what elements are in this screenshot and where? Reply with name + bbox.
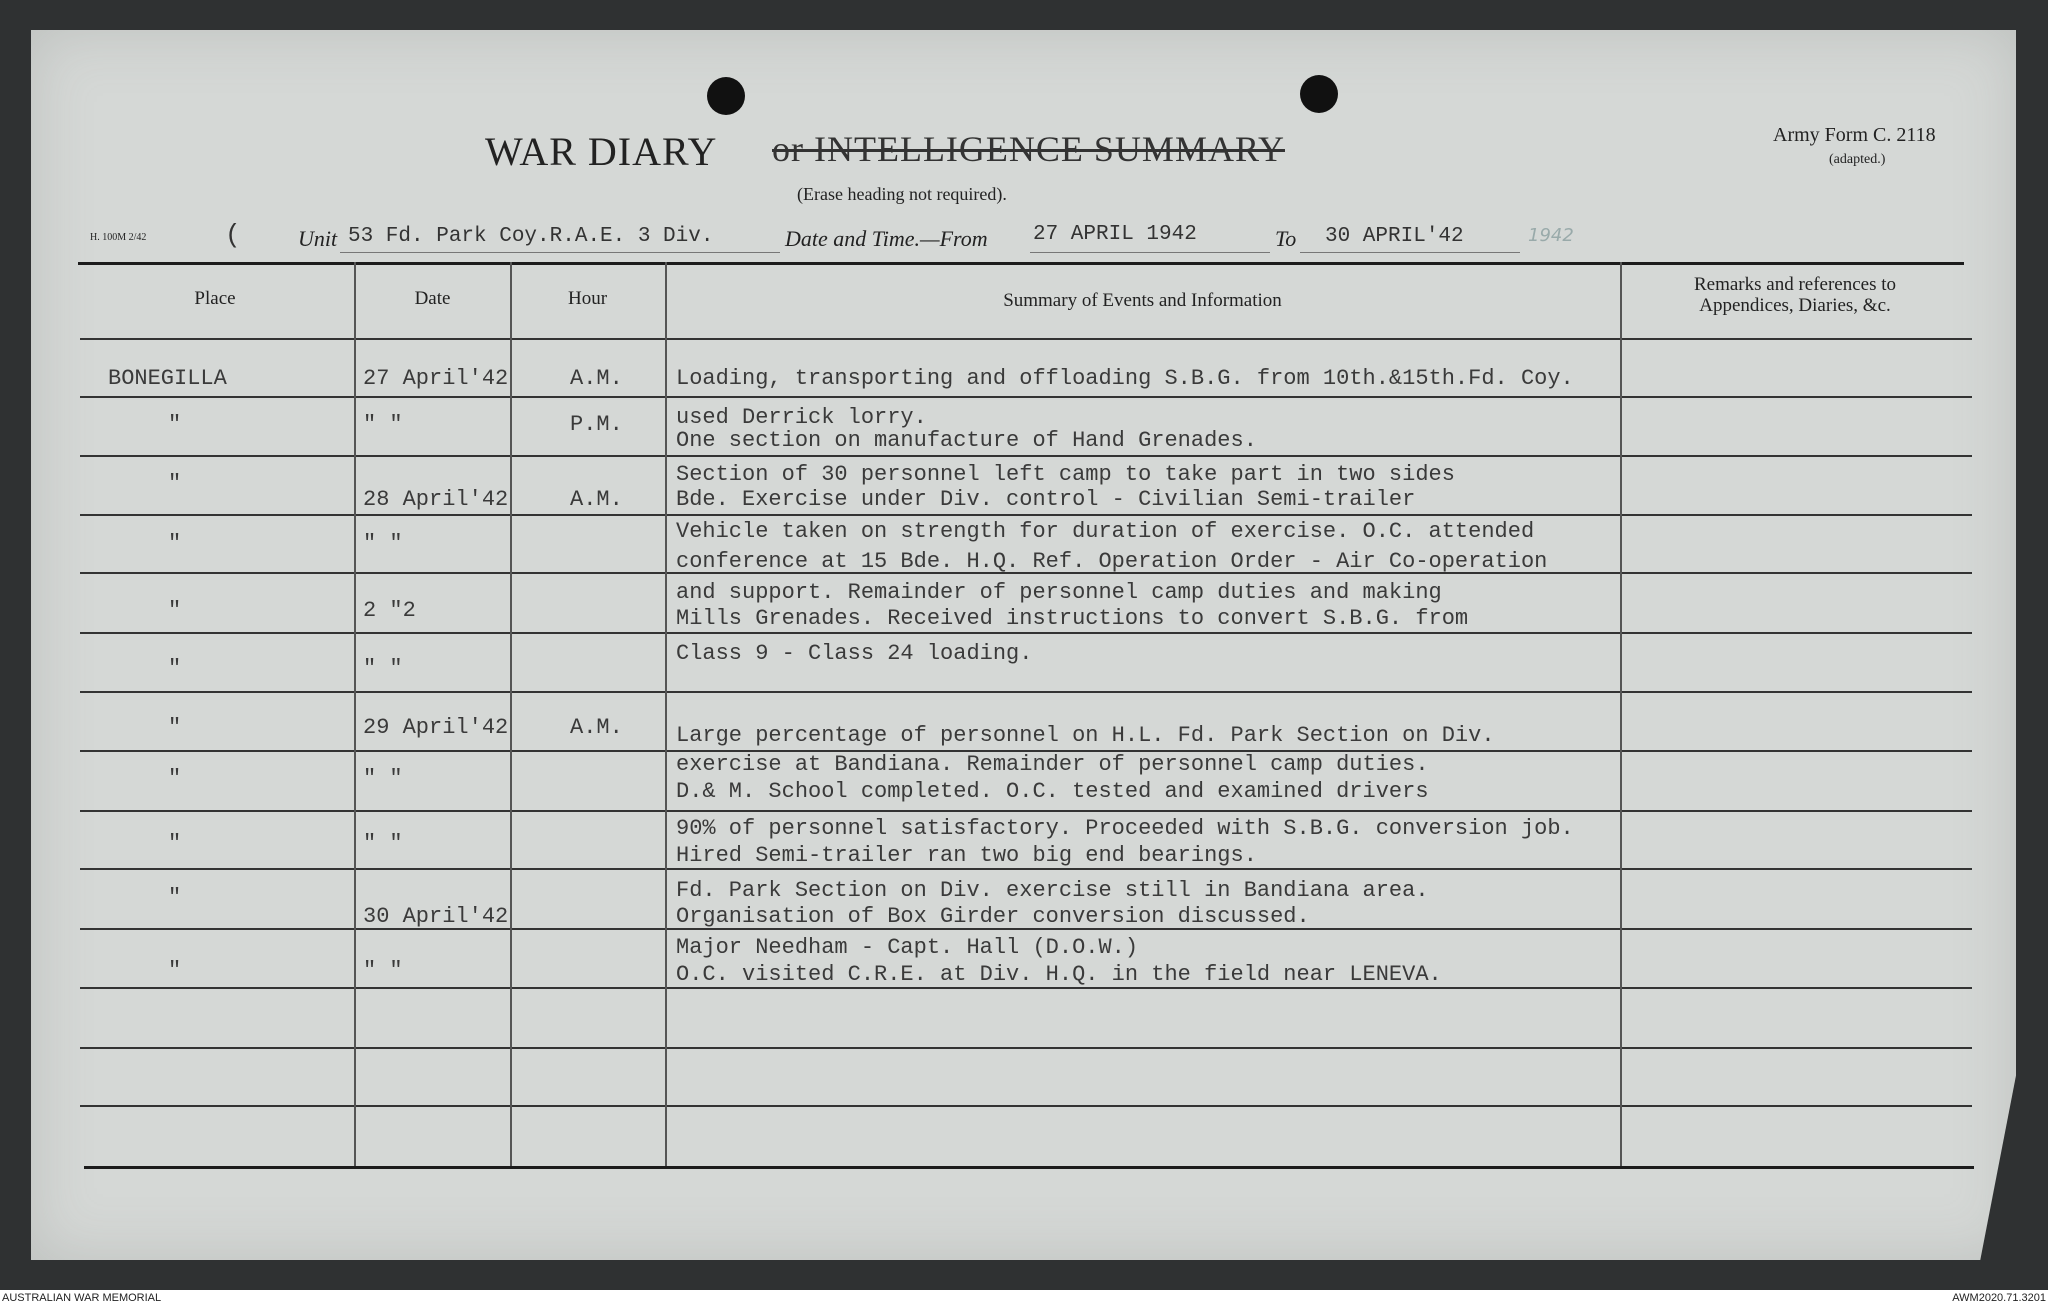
archive-reference: AWM2020.71.3201 (1952, 1292, 2046, 1304)
date-time-label: Date and Time.—From (785, 226, 988, 251)
erase-note: (Erase heading not required). (797, 184, 1007, 204)
entry-summary-line: Large percentage of personnel on H.L. Fd. Park Section on Div. (676, 723, 1495, 748)
unit-underline (340, 252, 780, 253)
column-rule (1620, 262, 1622, 1166)
punch-hole-left (707, 77, 745, 115)
entry-summary-line: One section on manufacture of Hand Grenades. (676, 428, 1257, 453)
entry-summary-line: conference at 15 Bde. H.Q. Ref. Operation Order - Air Co-operation (676, 549, 1548, 574)
to-label: To (1275, 226, 1297, 251)
entry-date: 27 April'42 (363, 366, 509, 391)
entry-summary-line: Bde. Exercise under Div. control - Civilian Semi-trailer (676, 487, 1416, 512)
entry-summary-line: used Derrick lorry. (676, 405, 927, 430)
column-rule (510, 262, 512, 1166)
entry-summary-line: Fd. Park Section on Div. exercise still in Bandiana area. (676, 878, 1429, 903)
row-rule (80, 1105, 1972, 1107)
header-hour: Hour (567, 288, 608, 309)
row-rule (80, 810, 1972, 812)
entry-hour: A.M. (570, 487, 623, 512)
entry-date: " " (363, 958, 403, 983)
entry-summary-line: Vehicle taken on strength for duration of exercise. O.C. attended (676, 519, 1535, 544)
entry-summary-line: Mills Grenades. Received instructions to convert S.B.G. from (676, 606, 1469, 631)
row-rule (80, 691, 1972, 693)
entry-date: " " (363, 412, 403, 437)
entry-date: " " (363, 766, 403, 791)
table-top-rule (78, 262, 1964, 265)
row-rule (80, 455, 1972, 457)
row-rule (80, 987, 1972, 989)
entry-place: " (168, 766, 182, 791)
from-underline (1030, 252, 1270, 253)
entry-place: BONEGILLA (108, 366, 227, 391)
entry-summary-line: 90% of personnel satisfactory. Proceeded with S.B.G. conversion job. (676, 816, 1574, 841)
archive-name: AUSTRALIAN WAR MEMORIAL (2, 1292, 162, 1304)
pencil-year-note: 1942 (1528, 225, 1574, 246)
entry-summary-line: Loading, transporting and offloading S.B.G. from 10th.&15th.Fd. Coy. (676, 366, 1574, 391)
entry-summary-line: Organisation of Box Girder conversion discussed. (676, 904, 1310, 929)
entry-summary-line: Section of 30 personnel left camp to take part in two sides (676, 462, 1455, 487)
header-date: Date (414, 288, 451, 309)
entry-hour: P.M. (570, 412, 623, 437)
entry-place: " (168, 715, 182, 740)
entry-place: " (168, 656, 182, 681)
header-place: Place (194, 288, 236, 309)
to-underline (1300, 252, 1520, 253)
column-rule (354, 262, 356, 1166)
row-rule (80, 1047, 1972, 1049)
unit-label: Unit (298, 226, 338, 251)
adapted-note: (adapted.) (1829, 152, 1886, 167)
entry-summary-line: Major Needham - Capt. Hall (D.O.W.) (676, 935, 1139, 960)
entry-hour: A.M. (570, 715, 623, 740)
unit-value: 53 Fd. Park Coy.R.A.E. 3 Div. (348, 225, 714, 248)
entry-place: " (168, 885, 182, 910)
header-summary: Summary of Events and Information (1003, 290, 1282, 311)
entry-place: " (168, 471, 182, 496)
entry-summary-line: Class 9 - Class 24 loading. (676, 641, 1033, 666)
entry-date: " " (363, 656, 403, 681)
row-rule (80, 514, 1972, 516)
entry-date: " " (363, 831, 403, 856)
entry-date: 29 April'42 (363, 715, 509, 740)
army-form-number: Army Form C. 2118 (1773, 124, 1936, 146)
from-date-value: 27 APRIL 1942 (1033, 223, 1197, 246)
header-remarks: Remarks and references to Appendices, Diaries, &c. (1693, 274, 1897, 316)
entry-summary-line: D.& M. School completed. O.C. tested and examined drivers (676, 779, 1429, 804)
entry-summary-line: exercise at Bandiana. Remainder of personnel camp duties. (676, 752, 1429, 777)
column-rule (665, 262, 667, 1166)
table-bottom-rule (84, 1166, 1974, 1169)
entry-place: " (168, 531, 182, 556)
print-code: H. 100M 2/42 (90, 232, 147, 243)
entry-place: " (168, 958, 182, 983)
war-diary-title: WAR DIARY (485, 129, 718, 174)
entry-summary-line: Hired Semi-trailer ran two big end bearings. (676, 843, 1257, 868)
entry-summary-line: and support. Remainder of personnel camp duties and making (676, 580, 1442, 605)
to-date-value: 30 APRIL'42 (1325, 225, 1464, 248)
row-rule (80, 396, 1972, 398)
entry-place: " (168, 412, 182, 437)
entry-summary-line: O.C. visited C.R.E. at Div. H.Q. in the field near LENEVA. (676, 962, 1442, 987)
entry-date: 28 April'42 (363, 487, 509, 512)
margin-mark: ( (225, 220, 241, 250)
entry-place: " (168, 831, 182, 856)
entry-date: 30 April'42 (363, 904, 509, 929)
punch-hole-right (1300, 75, 1338, 113)
row-rule (80, 338, 1972, 340)
entry-date: 2 "2 (363, 598, 416, 623)
struck-heading: or INTELLIGENCE SUMMARY (772, 129, 1285, 169)
archive-footer (0, 1290, 2048, 1308)
entry-date: " " (363, 531, 403, 556)
entry-place: " (168, 598, 182, 623)
entry-hour: A.M. (570, 366, 623, 391)
row-rule (80, 632, 1972, 634)
row-rule (80, 868, 1972, 870)
